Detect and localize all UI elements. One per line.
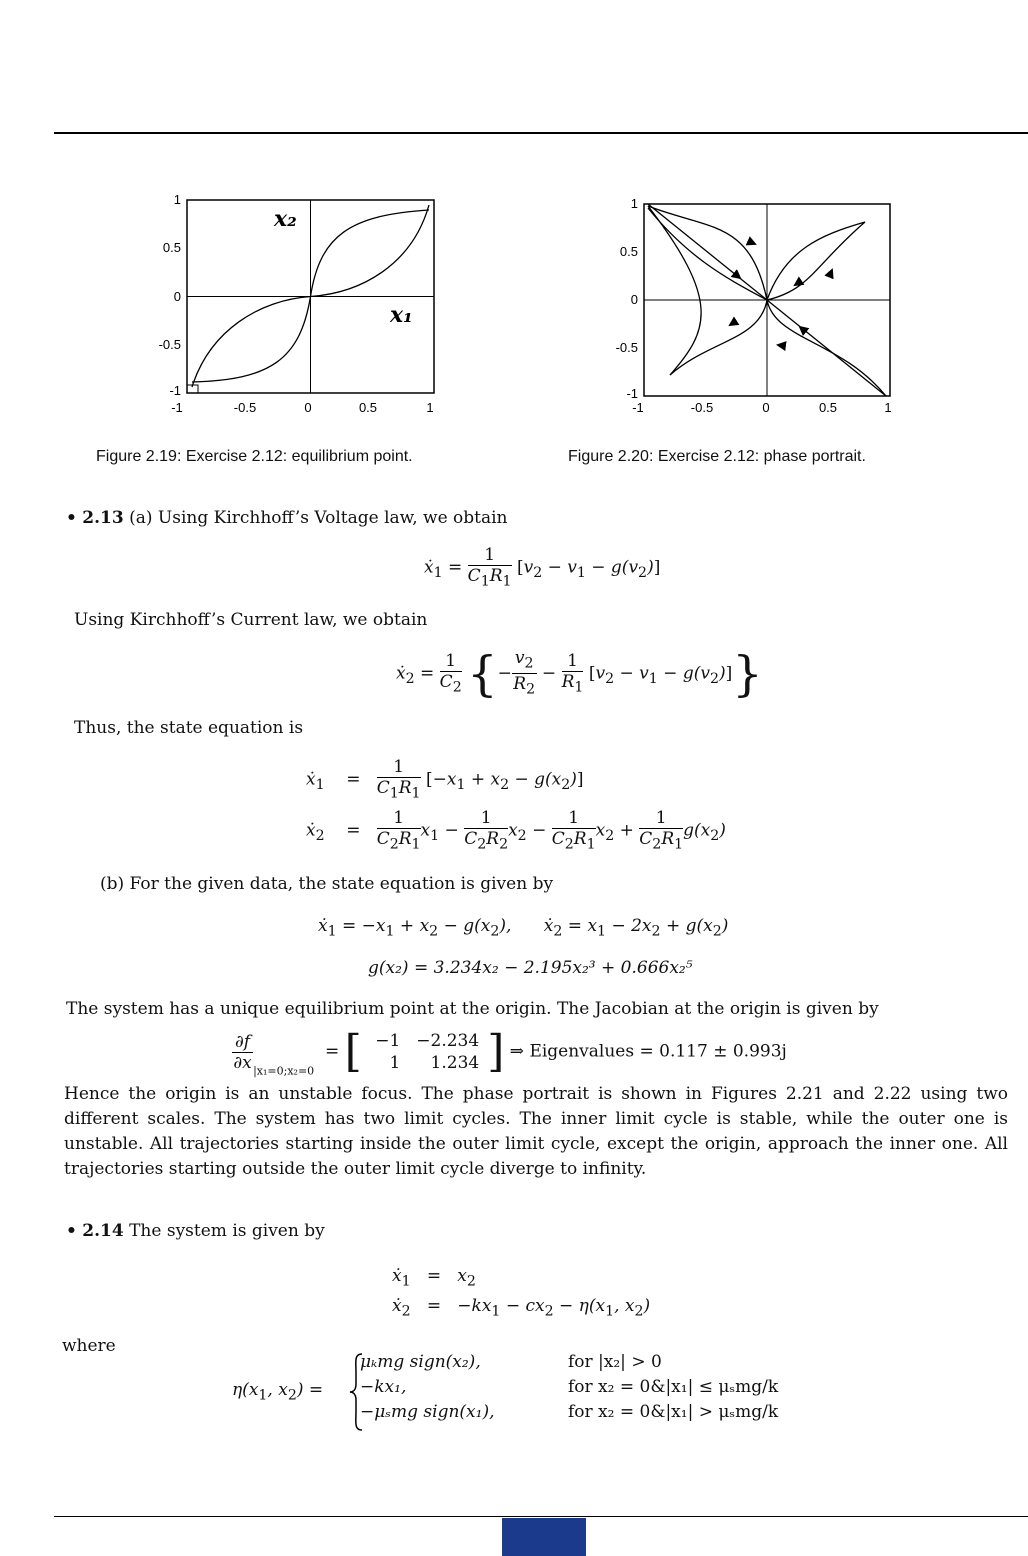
eq-214-2: ẋ$_2$ = $-kx_1 - cx_2 - \eta(x_1$, $x_2$) (392, 1296, 651, 1320)
eq-214-1: ẋ$_1$ = $x_2$ (392, 1266, 476, 1290)
jacobian-matrix (367, 1030, 487, 1074)
eq-state-1: ẋ$_1$ = $\frac{1}{C_1R_1}$ $[-x_1 + x_2 - g(x_2)]$ (306, 757, 584, 802)
eta-case-expr: μₖmg sign(x₂), (360, 1352, 481, 1372)
fig219-y-label: x₂ (274, 206, 297, 232)
section-2-14-heading: • 2.14 The system is given by (66, 1221, 325, 1241)
fig220-ytick: 0 (630, 292, 638, 307)
part-a-text: (a) Using Kirchhoff’s Voltage law, we obtain (129, 508, 508, 528)
header-rule (54, 132, 1028, 134)
fig220-ytick: 1 (630, 196, 638, 211)
fig219-x-label: x₁ (390, 302, 413, 328)
fig219-ytick: -0.5 (158, 337, 181, 352)
eta-lhs: $\eta(x_1$, $x_2$) = (232, 1380, 324, 1404)
fig220-ytick: -1 (626, 386, 638, 401)
fig220-trajectory (767, 222, 865, 300)
fig219-xtick: -1 (171, 400, 183, 415)
fig219-ytick: 0.5 (162, 240, 181, 255)
eigen-label: Eigenvalues (529, 1041, 635, 1062)
state-eq-text: Thus, the state equation is (74, 718, 304, 738)
part-b-text: (b) For the given data, the state equation is given by (100, 874, 554, 894)
matrix-cell: 1.234 (430, 1053, 480, 1073)
matrix-cell: −1 (375, 1031, 401, 1051)
fig220-xtick: 0 (762, 400, 770, 415)
fig220-plot (610, 190, 910, 420)
fig219-xtick: 1 (426, 400, 434, 415)
eq-jacobian: $\frac{\partial f}{\partial x}$ $_{|x_1=0;x_2=0}$ = [ −1 −2.234 1 1.234 ] ⇒ Eigenvalues = 0.117 ± 0.993j (233, 1026, 787, 1078)
fig220-xtick: 1 (884, 400, 892, 415)
section-2-14-number: 2.14 (82, 1221, 124, 1241)
eta-case-cond: for x₂ = 0&|x₁| > μₛmg/k (568, 1402, 779, 1422)
conclusion-paragraph: Hence the origin is an unstable focus. The phase portrait is shown in Figures 2.21 and 2.22 using two different scales. The system has two limit cycles. The inner limit cycle is stable, while the outer one is unstable. All trajectories starting inside the outer limit cycle, except the origin, approach the inner one. All trajectories starting outside the outer limit cycle diverge to infinity. (64, 1084, 1008, 1179)
fig220-xtick: 0.5 (818, 400, 838, 415)
section-2-14-text: The system is given by (129, 1221, 325, 1241)
fig219-plot (150, 190, 450, 420)
section-2-13-number: 2.13 (82, 508, 124, 528)
eta-case-cond: for |x₂| > 0 (568, 1352, 662, 1372)
fig220-trajectory (670, 300, 886, 396)
fig220-ytick: 0.5 (619, 244, 638, 259)
page-number-badge (502, 1518, 586, 1556)
matrix-cell: −2.234 (416, 1031, 480, 1051)
eta-case-cond: for x₂ = 0&|x₁| ≤ μₛmg/k (568, 1377, 779, 1397)
figure-2-20 (610, 190, 910, 420)
fig220-arrow (825, 270, 832, 287)
fig220-separatrix (767, 300, 886, 396)
fig220-arrow (730, 312, 750, 325)
fig220-xtick: -1 (632, 400, 644, 415)
fig219-ytick: 1 (173, 192, 181, 207)
kcl-text: Using Kirchhoff’s Current law, we obtain (74, 610, 428, 630)
fig220-caption: Figure 2.20: Exercise 2.12: phase portrait. (568, 448, 866, 465)
eq-g-def: g(x₂) = 3.234x₂ − 2.195x₂³ + 0.666x₂⁵ (368, 958, 693, 978)
eigen-value: = 0.117 ± 0.993j (639, 1041, 787, 1062)
fig219-xtick: 0 (304, 400, 312, 415)
fig219-caption: Figure 2.19: Exercise 2.12: equilibrium point. (96, 448, 413, 465)
eta-case (360, 1402, 778, 1427)
eq-state-2: ẋ$_2$ = $\frac{1}{C_2R_1}$ $x_1$ − $\frac{1}{C_2R_2}$ $x_2$ − $\frac{1}{C_2R_1}$ $x_2$ + $\frac{1}{C_2R_1}$ $g(x_2)$ (306, 808, 726, 853)
eta-case-expr: −μₛmg sign(x₁), (360, 1402, 495, 1422)
fig220-trajectory (648, 206, 701, 375)
eta-case-expr: −kx₁, (360, 1377, 407, 1397)
fig219-ytick: -1 (169, 383, 181, 398)
fig220-ytick: -0.5 (615, 340, 638, 355)
fig220-separatrix (648, 204, 767, 300)
eq-x1dot: ẋ$_1$ = $\frac{1}{C_1R_1}$ $[v_2 - v_1 - g(v_2)]$ (424, 545, 661, 590)
figure-2-19 (150, 190, 450, 420)
matrix-cell: 1 (389, 1053, 401, 1073)
fig219-xtick: -0.5 (233, 400, 257, 415)
eq-given-data: ẋ$_1$ = $-x_1 + x_2 - g(x_2)$, ẋ$_2$ = $x_1 - 2x_2 + g(x_2)$ (318, 916, 729, 940)
where-text: where (62, 1336, 116, 1356)
eta-case (360, 1377, 778, 1402)
fig219-ytick: 0 (173, 289, 181, 304)
eta-case (360, 1352, 778, 1377)
eta-cases (360, 1352, 778, 1427)
eq-x2dot: ẋ$_2$ = $\frac{1}{C_2}$ {− $\frac{v_2}{R_2}$ − $\frac{1}{R_1}$ $[v_2 - v_1 - g(v_2)]$} (396, 645, 763, 702)
fig219-xtick: 0.5 (358, 400, 378, 415)
fig220-xtick: -0.5 (690, 400, 714, 415)
fig220-arrow (778, 345, 800, 348)
footer-rule (54, 1516, 1028, 1517)
section-2-13-heading: • 2.13 (a) Using Kirchhoff’s Voltage law, we obtain (66, 508, 508, 528)
unique-eq-text: The system has a unique equilibrium point at the origin. The Jacobian at the origin is given by (66, 999, 879, 1019)
